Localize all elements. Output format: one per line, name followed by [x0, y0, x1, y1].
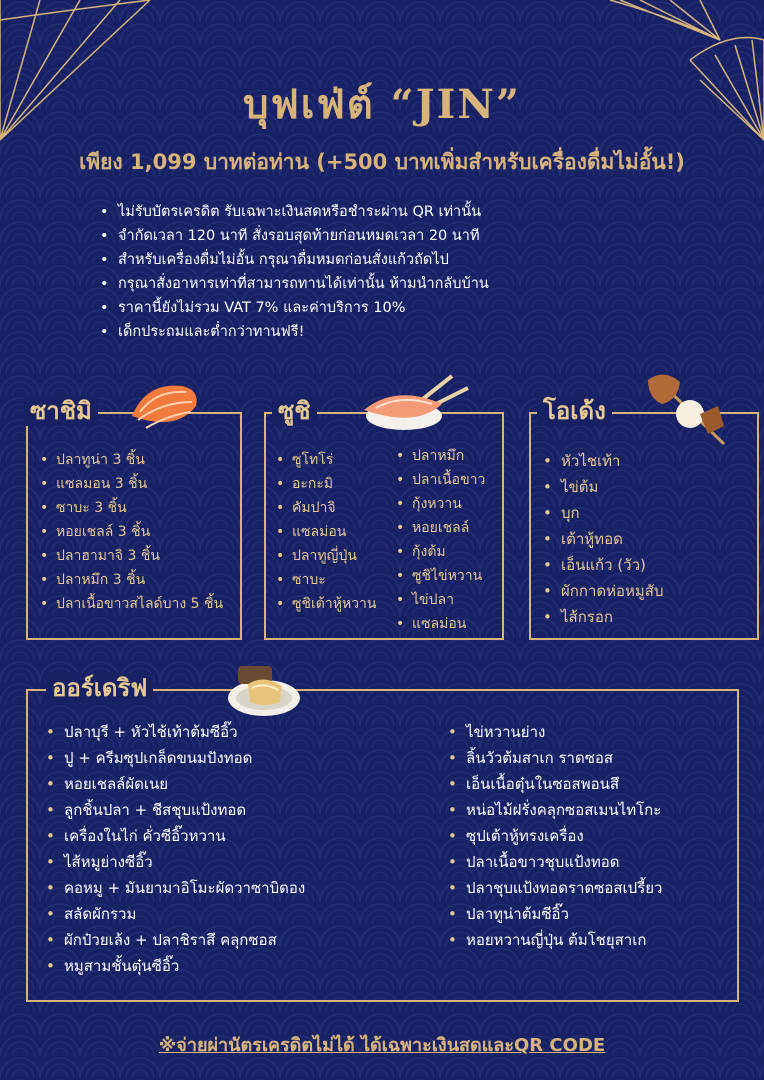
- sushi-section: [264, 397, 504, 640]
- rule-item: • สำหรับเครื่องดื่มไม่อั้น กรุณาดื่มหมดก่อนสั่งแก้วถัดไป: [100, 248, 489, 272]
- page-title: บุฟเฟ่ต์ “JIN”: [243, 81, 521, 128]
- list-item: • หมูสามชั้นตุ๋นซีอิ๊ว: [44, 953, 305, 979]
- list-item: • ปลาหมึก 3 ชิ้น: [40, 568, 223, 592]
- list-item: • แซลม่อน: [276, 520, 377, 544]
- rules-list: [100, 200, 489, 344]
- list-item: • ซาบะ: [276, 568, 377, 592]
- list-item: • ผักป๋วยเล้ง + ปลาชิราสึ คลุกซอส: [44, 927, 305, 953]
- list-item: • ปลาบุรี + หัวไช้เท้าต้มซีอิ๊ว: [44, 719, 305, 745]
- list-item: • ปลาเนื้อขาวสไลด์บาง 5 ชิ้น: [40, 592, 223, 616]
- rule-item: • กรุณาสั่งอาหารเท่าที่สามารถทานได้เท่านั้น ห้ามนำกลับบ้าน: [100, 272, 489, 296]
- rule-item: • ราคานี้ยังไม่รวม VAT 7% และค่าบริการ 10%: [100, 296, 489, 320]
- oden-title: โอเด้ง: [537, 396, 612, 426]
- list-item: • เอ็นแก้ว (วัว): [541, 552, 663, 578]
- rule-item: • จำกัดเวลา 120 นาที สั่งรอบสุดท้ายก่อนหมดเวลา 20 นาที: [100, 224, 489, 248]
- list-item: • ปลาเนื้อขาว: [396, 468, 485, 492]
- salmon-sashimi-icon: [126, 376, 204, 438]
- list-item: • ลูกชิ้นปลา + ชีสชุบแป้งทอด: [44, 797, 305, 823]
- list-item: • บุก: [541, 500, 663, 526]
- list-item: • คัมปาจิ: [276, 496, 377, 520]
- list-item: • แซลมอน 3 ชิ้น: [40, 472, 223, 496]
- sashimi-title: ซาชิมิ: [24, 396, 98, 426]
- list-item: • เครื่องในไก่ คั่วซีอิ๊วหวาน: [44, 823, 305, 849]
- list-item: • ซูชิไข่หวาน: [396, 564, 485, 588]
- list-item: • อะกะมิ: [276, 472, 377, 496]
- list-item: • หน่อไม้ฝรั่งคลุกซอสเมนไทโกะ: [446, 797, 662, 823]
- rule-item: • เด็กประถมและต่ำกว่าทานฟรี!: [100, 320, 489, 344]
- list-item: • หอยหวานญี่ปุ่น ต้มโชยุสาเก: [446, 927, 662, 953]
- list-item: • ลิ้นวัวต้มสาเก ราดซอส: [446, 745, 662, 771]
- list-item: • ไข่หวานย่าง: [446, 719, 662, 745]
- list-item: • เต้าหู้ทอด: [541, 526, 663, 552]
- oeuvre-title: ออร์เดริฟ: [46, 673, 153, 703]
- salmon-sushi-icon: [356, 370, 476, 436]
- list-item: • ผักกาดห่อหมูสับ: [541, 578, 663, 604]
- sashimi-section: [26, 397, 242, 640]
- sushi-title: ซูชิ: [272, 396, 317, 426]
- list-item: • ปลาชุบแป้งทอดราดซอสเปรี้ยว: [446, 875, 662, 901]
- list-item: • ไส้หมูย่างซีอิ๊ว: [44, 849, 305, 875]
- list-item: • ไส้กรอก: [541, 604, 663, 630]
- list-item: • ปลาหมึก: [396, 444, 485, 468]
- list-item: • แซลม่อน: [396, 612, 485, 636]
- list-item: • สลัดผักรวม: [44, 901, 305, 927]
- oeuvre-section: [26, 674, 739, 1002]
- oeuvre-list-right: [446, 719, 662, 953]
- list-item: • หอยเชลล์ผัดเนย: [44, 771, 305, 797]
- list-item: • ปลาทูญี่ปุ่น: [276, 544, 377, 568]
- list-item: • ซาบะ 3 ชิ้น: [40, 496, 223, 520]
- sushi-list-right: [396, 444, 485, 636]
- list-item: • ซูโทโร่: [276, 448, 377, 472]
- sashimi-list: [40, 448, 223, 616]
- appetizer-dish-icon: [224, 658, 304, 720]
- list-item: • ปลาทูน่า 3 ชิ้น: [40, 448, 223, 472]
- list-item: • หัวไชเท้า: [541, 448, 663, 474]
- list-item: • ปลาทูน่าต้มซีอิ๊ว: [446, 901, 662, 927]
- oeuvre-list-left: [44, 719, 305, 979]
- list-item: • ไข่ต้ม: [541, 474, 663, 500]
- list-item: • หอยเชลล์: [396, 516, 485, 540]
- price-subtitle: เพียง 1,099 บาทต่อท่าน (+500 บาทเพิ่มสำหรับเครื่องดื่มไม่อั้น!): [79, 150, 685, 174]
- list-item: • ปู + ครีมซุปเกล็ดขนมปังทอด: [44, 745, 305, 771]
- list-item: • เอ็นเนื้อตุ๋นในซอสพอนสึ: [446, 771, 662, 797]
- list-item: • ปลาฮามาจิ 3 ชิ้น: [40, 544, 223, 568]
- payment-note: ※จ่ายผ่านัตรเครดิตไม่ได้ ได้เฉพาะเงินสดและQR CODE: [158, 1035, 606, 1056]
- oden-list: [541, 448, 663, 630]
- rule-item: • ไม่รับบัตรเครดิต รับเฉพาะเงินสดหรือชำระผ่าน QR เท่านั้น: [100, 200, 489, 224]
- oden-skewer-icon: [644, 370, 732, 450]
- list-item: • ปลาเนื้อขาวชุบแป้งทอด: [446, 849, 662, 875]
- list-item: • ไข่ปลา: [396, 588, 485, 612]
- list-item: • กุ้งต้ม: [396, 540, 485, 564]
- list-item: • กุ้งหวาน: [396, 492, 485, 516]
- sushi-list-left: [276, 448, 377, 616]
- list-item: • คอหมู + มันยามาอิโมะผัดวาซาบิดอง: [44, 875, 305, 901]
- list-item: • ซุปเต้าหู้ทรงเครื่อง: [446, 823, 662, 849]
- list-item: • หอยเชลล์ 3 ชิ้น: [40, 520, 223, 544]
- list-item: • ซูชิเต้าหู้หวาน: [276, 592, 377, 616]
